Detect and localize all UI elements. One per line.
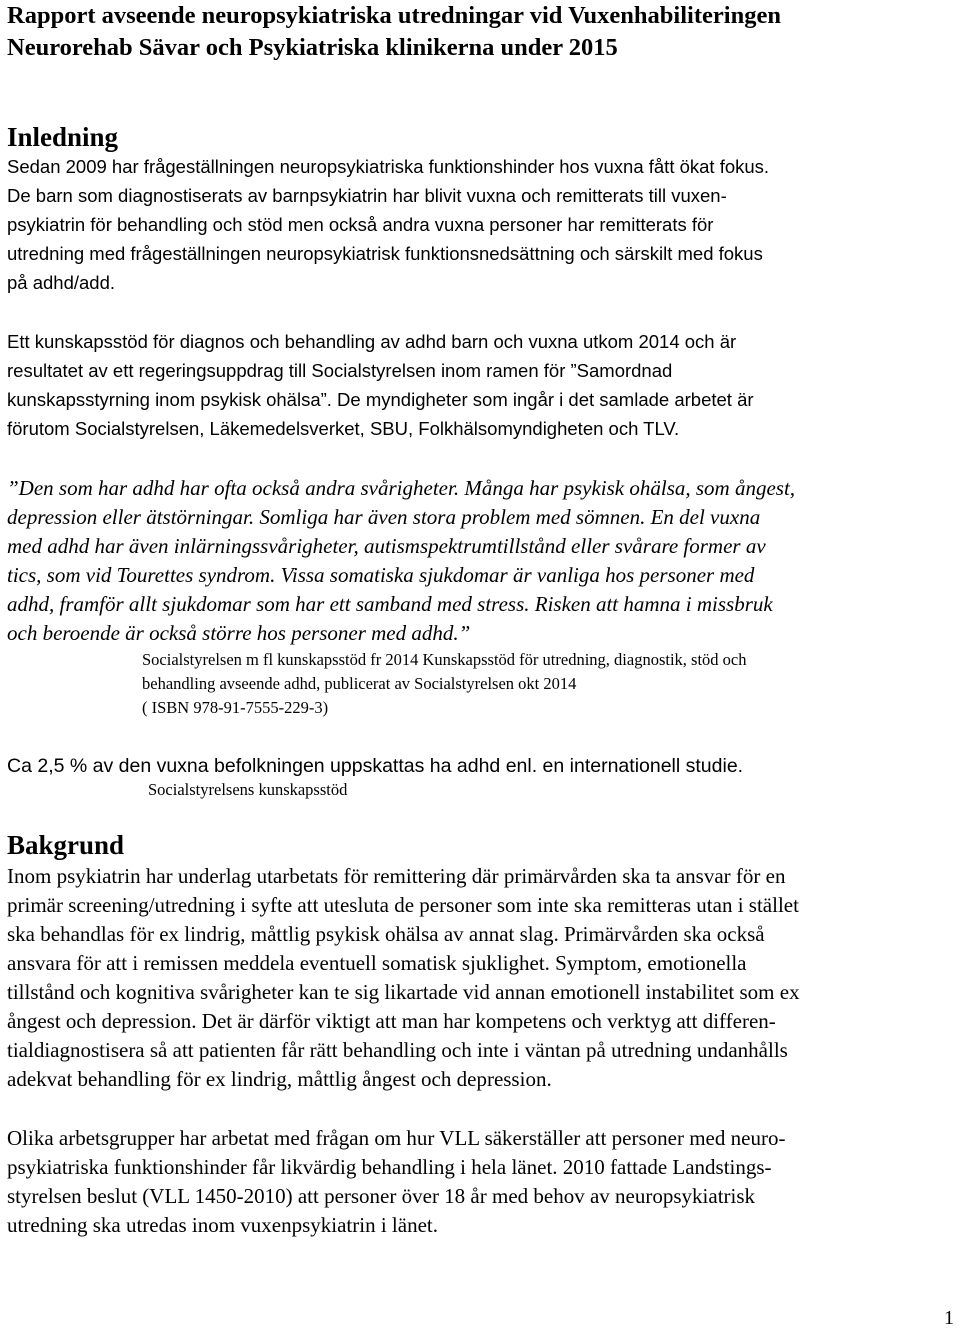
title-line: Rapport avseende neuropsykiatriska utredningar vid Vuxenhabiliteringen — [7, 2, 781, 29]
text-line: psykiatrin för behandling och stöd men också andra vuxna personer har remitterats för — [7, 214, 714, 235]
text-line: adhd, framför allt sjukdomar som har ett samband med stress. Risken att hamna i missbruk — [7, 592, 773, 616]
text-line: ”Den som har adhd har ofta också andra svårigheter. Många har psykisk ohälsa, som ångest, — [7, 476, 796, 500]
text-line: utredning ska utredas inom vuxenpsykiatrin i länet. — [7, 1213, 438, 1237]
text-line: och beroende är också större hos personer med adhd.” — [7, 621, 471, 645]
document-title — [7, 0, 957, 64]
text-line: tillstånd och kognitiva svårigheter kan te sig likartade vid annan emotionell instabilitet som ex — [7, 980, 800, 1004]
prevalence-statement: Ca 2,5 % av den vuxna befolkningen uppskattas ha adhd enl. en internationell studie. — [7, 755, 744, 777]
text-line: De barn som diagnostiserats av barnpsykiatrin har blivit vuxna och remitterats till vuxen- — [7, 185, 727, 206]
text-line: Sedan 2009 har frågeställningen neuropsykiatriska funktionshinder hos vuxna fått ökat fokus. — [7, 156, 770, 177]
text-line: tics, som vid Tourettes syndrom. Vissa somatiska sjukdomar är vanliga hos personer med — [7, 563, 755, 587]
text-line: psykiatriska funktionshinder får likvärdig behandling i hela länet. 2010 fattade Landstings- — [7, 1155, 772, 1179]
text-line: ansvara för att i remissen meddela eventuell somatisk sjuklighet. Symptom, emotionella — [7, 951, 747, 975]
inledning-paragraph-2 — [7, 327, 754, 443]
text-line: med adhd har även inlärningssvårigheter, autismspektrumtillstånd eller svårare former av — [7, 534, 766, 558]
text-line: kunskapsstyrning inom psykisk ohälsa”. De myndigheter som ingår i det samlade arbetet är — [7, 389, 754, 410]
text-line: tialdiagnostisera så att patienten får rätt behandling och inte i väntan på utredning undanhålls — [7, 1038, 788, 1062]
text-line: primär screening/utredning i syfte att utesluta de personer som inte ska remitteras utan i stället — [7, 893, 799, 917]
bakgrund-paragraph-1 — [7, 862, 800, 1094]
prevalence-source: Socialstyrelsens kunskapsstöd — [148, 780, 348, 799]
text-line: Socialstyrelsen m fl kunskapsstöd fr 2014 Kunskapsstöd för utredning, diagnostik, stöd och — [142, 650, 747, 669]
text-line: Inom psykiatrin har underlag utarbetats för remittering där primärvården ska ta ansvar för en — [7, 864, 786, 888]
text-line: på adhd/add. — [7, 272, 116, 293]
text-line: ( ISBN 978-91-7555-229-3) — [142, 698, 329, 717]
title-line: Neurorehab Sävar och Psykiatriska klinikerna under 2015 — [7, 34, 618, 61]
text-line: adekvat behandling för ex lindrig, måttlig ångest och depression. — [7, 1067, 552, 1091]
text-line: resultatet av ett regeringsuppdrag till Socialstyrelsen inom ramen för ”Samordnad — [7, 360, 673, 381]
inledning-paragraph-1 — [7, 152, 769, 297]
text-line: depression eller ätstörningar. Somliga har även stora problem med sömnen. En del vuxna — [7, 505, 761, 529]
text-line: förutom Socialstyrelsen, Läkemedelsverket, SBU, Folkhälsomyndigheten och TLV. — [7, 418, 680, 439]
text-line: ångest och depression. Det är därför viktigt att man har kompetens och verktyg att differen- — [7, 1009, 776, 1033]
bakgrund-paragraph-2 — [7, 1124, 785, 1240]
text-line: ska behandlas för ex lindrig, måttlig psykisk ohälsa av annat slag. Primärvården ska också — [7, 922, 765, 946]
text-line: utredning med frågeställningen neuropsykiatrisk funktionsnedsättning och särskilt med fokus — [7, 243, 763, 264]
page-number: 1 — [944, 1307, 954, 1329]
quote-citation — [142, 648, 746, 720]
section-heading-inledning: Inledning — [7, 122, 119, 152]
text-line: Ett kunskapsstöd för diagnos och behandling av adhd barn och vuxna utkom 2014 och är — [7, 331, 737, 352]
text-line: styrelsen beslut (VLL 1450-2010) att personer över 18 år med behov av neuropsykiatrisk — [7, 1184, 756, 1208]
section-heading-bakgrund: Bakgrund — [7, 830, 125, 860]
text-line: behandling avseende adhd, publicerat av Socialstyrelsen okt 2014 — [142, 674, 577, 693]
text-line: Olika arbetsgrupper har arbetat med frågan om hur VLL säkerställer att personer med neuro- — [7, 1126, 786, 1150]
inledning-quote — [7, 474, 795, 648]
